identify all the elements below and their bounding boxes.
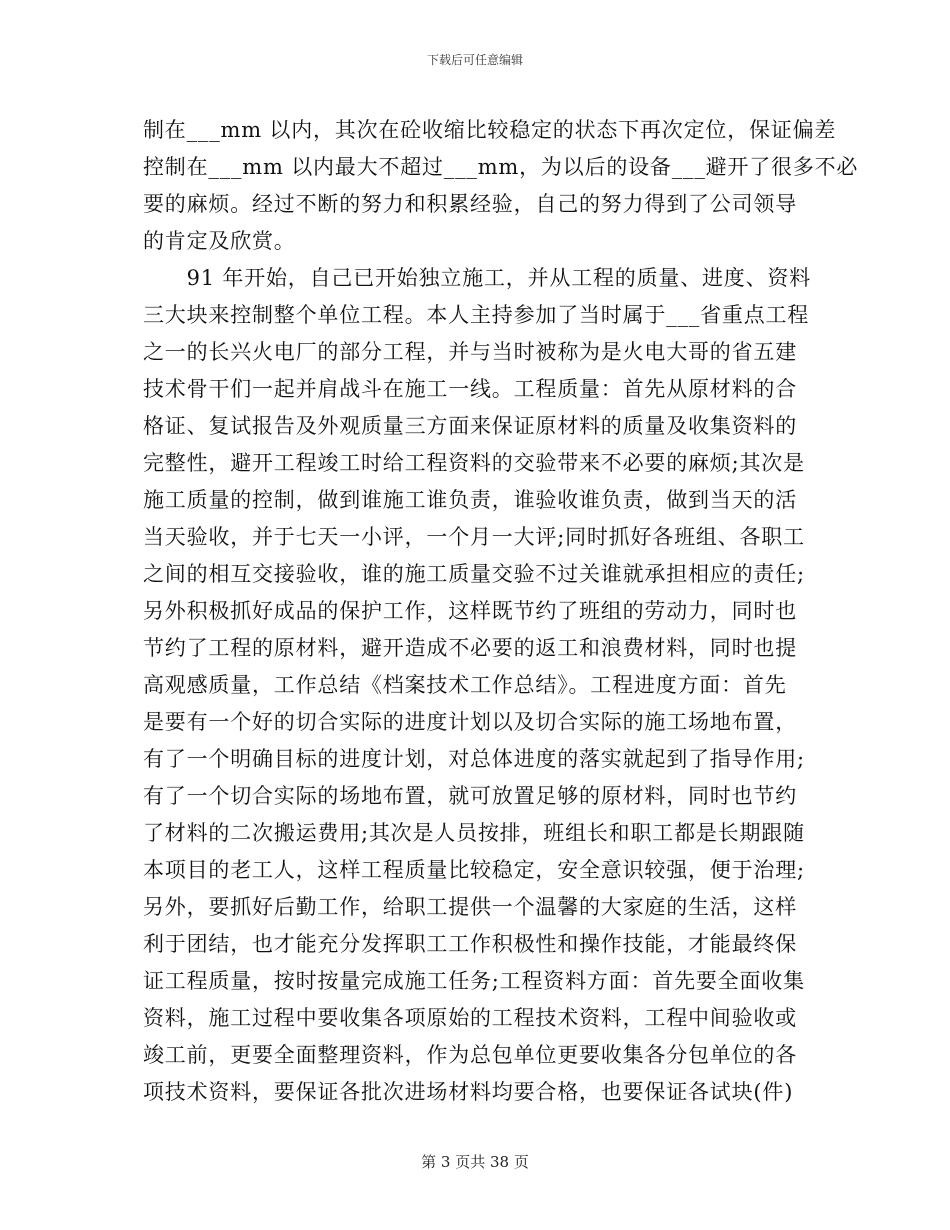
text-line: 是要有一个好的切合实际的进度计划以及切合实际的施工场地布置， [143,710,797,734]
text-line: 有了一个切合实际的场地布置，就可放置足够的原材料，同时也节约 [143,784,797,808]
text-line: 另外积极抓好成品的保护工作，这样既节约了班组的劳动力，同时也 [143,599,797,623]
text-line: 之一的长兴火电厂的部分工程，并与当时被称为是火电大哥的省五建 [143,340,797,364]
text-line: 制在___mm 以内，其次在砼收缩比较稳定的状态下再次定位，保证偏差 [143,118,837,142]
text-line: 格证、复试报告及外观质量三方面来保证原材料的质量及收集资料的 [143,414,797,438]
text-line: 了材料的二次搬运费用;其次是人员按排，班组长和职工都是长期跟随 [143,821,805,845]
text-line: 完整性，避开工程竣工时给工程资料的交验带来不必要的麻烦;其次是 [143,451,805,475]
document-body [143,112,859,1111]
text-line: 技术骨干们一起并肩战斗在施工一线。工程质量：首先从原材料的合 [143,377,797,401]
text-line: 竣工前，更要全面整理资料，作为总包单位更要收集各分包单位的各 [143,1043,797,1067]
text-line: 控制在___mm 以内最大不超过___mm，为以后的设备___避开了很多不必 [143,155,859,179]
text-line: 91 年开始，自己已开始独立施工，并从工程的质量、进度、资料 [143,266,811,290]
page-header: 下载后可任意编辑 [426,53,523,67]
text-line: 施工质量的控制，做到谁施工谁负责，谁验收谁负责，做到当天的活 [143,488,797,512]
text-line: 高观感质量，工作总结《档案技术工作总结》。工程进度方面：首先 [143,673,787,697]
text-line: 本项目的老工人，这样工程质量比较稳定，安全意识较强，便于治理; [143,858,805,882]
text-line: 资料，施工过程中要收集各项原始的工程技术资料，工程中间验收或 [143,1006,797,1030]
text-line: 要的麻烦。经过不断的努力和积累经验，自己的努力得到了公司领导 [143,192,797,216]
text-line: 当天验收，并于七天一小评，一个月一大评;同时抓好各班组、各职工 [143,525,805,549]
text-line: 之间的相互交接验收，谁的施工质量交验不过关谁就承担相应的责任; [143,562,805,586]
text-line: 的肯定及欣赏。 [143,229,296,253]
text-line: 证工程质量，按时按量完成施工任务;工程资料方面：首先要全面收集 [143,969,805,993]
page-footer: 第 3 页共 38 页 [421,1153,529,1171]
text-line: 三大块来控制整个单位工程。本人主持参加了当时属于___省重点工程 [143,303,810,327]
text-line: 另外，要抓好后勤工作，给职工提供一个温馨的大家庭的生活，这样 [143,895,797,919]
text-line: 利于团结，也才能充分发挥职工工作积极性和操作技能，才能最终保 [143,932,797,956]
text-line: 项技术资料，要保证各批次进场材料均要合格，也要保证各试块(件) [143,1080,794,1104]
text-line: 有了一个明确目标的进度计划，对总体进度的落实就起到了指导作用; [143,747,805,771]
text-line: 节约了工程的原材料，避开造成不必要的返工和浪费材料，同时也提 [143,636,797,660]
